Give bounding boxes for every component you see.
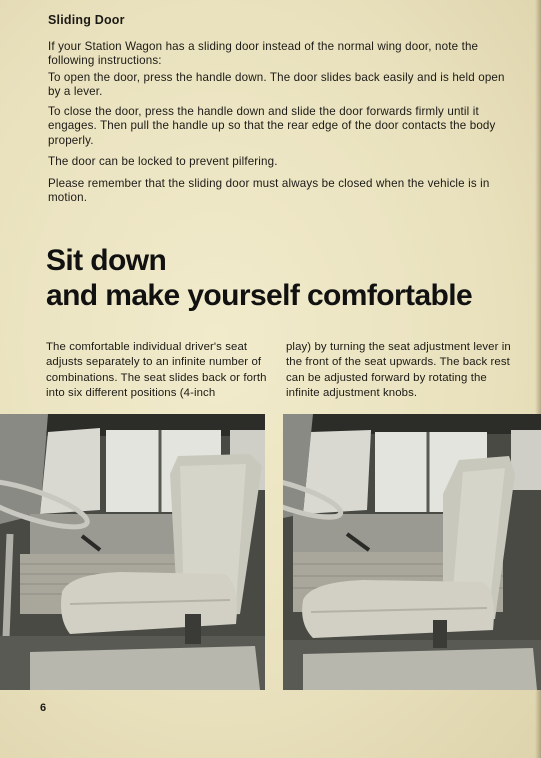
page-headline <box>46 243 472 313</box>
seat-illustration-right <box>283 414 541 690</box>
page-number: 6 <box>40 702 47 714</box>
seat-illustration-left <box>0 414 265 690</box>
section-title: Sliding Door <box>48 13 125 27</box>
headline-line-1: Sit down <box>46 244 167 277</box>
paragraph-close-door: To close the door, press the handle down and slide the door forwards firmly until it engages. Then pull the handle up so that the rear edge of the door contacts the body properly. <box>48 105 496 147</box>
seat-photo-right <box>283 414 541 690</box>
headline-line-2: and make yourself comfortable <box>46 279 473 312</box>
body-column-left: The comfortable individual driver's seat adjusts separately to an infinite number of combinations. The seat slides back or forth into six different positions (4-inch <box>46 341 267 400</box>
paragraph-intro: If your Station Wagon has a sliding door instead of the normal wing door, note the following instructions: <box>48 40 479 68</box>
paragraph-open-door: To open the door, press the handle down. The door slides back easily and is held open by a lever. <box>48 71 505 99</box>
seat-photo-left <box>0 414 265 690</box>
paragraph-lock: The door can be locked to prevent pilfering. <box>48 155 278 168</box>
body-column-right: play) by turning the seat adjustment lever in the front of the seat upwards. The back rest can be adjusted forward by rotating the infinite adjustment knobs. <box>286 341 511 400</box>
paragraph-warning: Please remember that the sliding door must always be closed when the vehicle is in motion. <box>48 177 490 205</box>
